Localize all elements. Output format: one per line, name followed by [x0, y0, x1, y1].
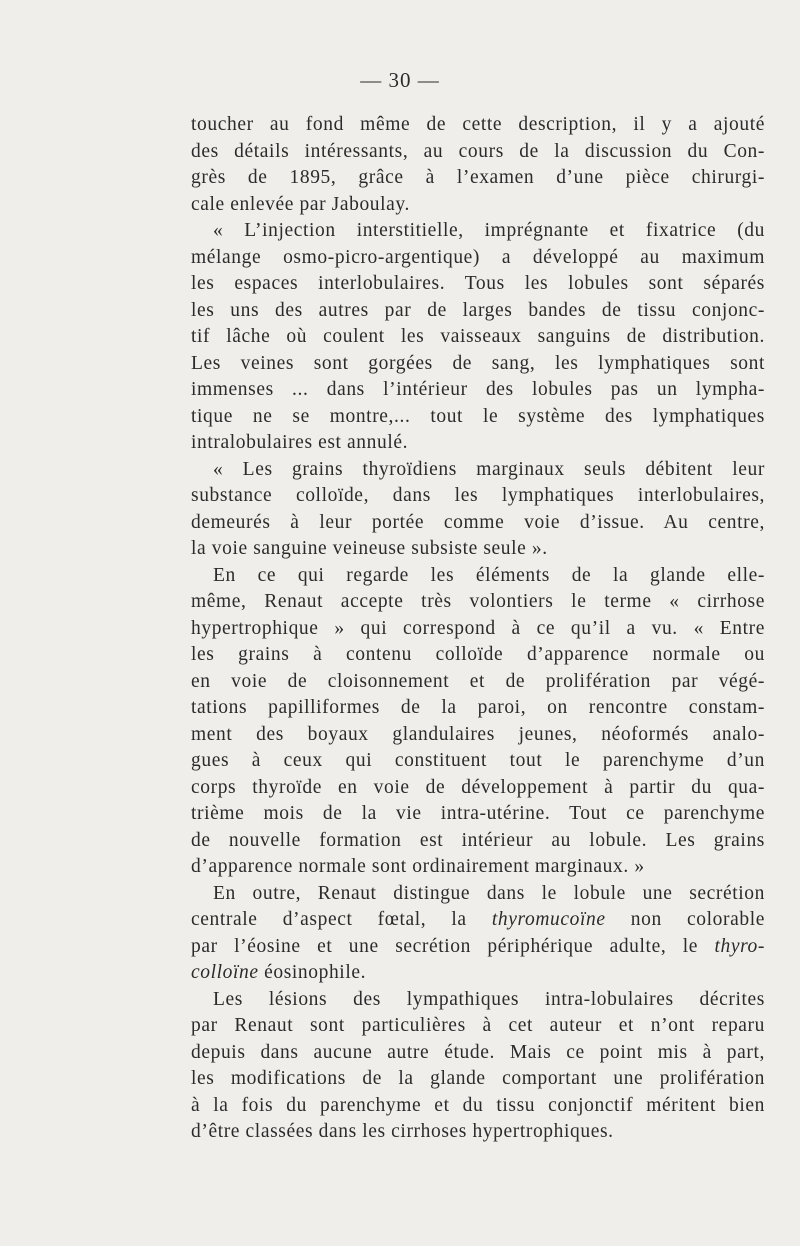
- text-line-content: Les veines sont gorgées de sang, les lymphatiques sont: [191, 352, 765, 374]
- text-line: [191, 775, 765, 802]
- text-line-content: par l’éosine et une secrétion périphérique adulte, le: [191, 935, 715, 957]
- text-line-content: demeurés à leur portée comme voie d’issue. Au centre,: [191, 511, 765, 533]
- text-line-continuation: non colorable: [605, 909, 765, 930]
- text-line: [191, 1013, 765, 1040]
- text-line: [191, 616, 765, 643]
- text-line: [191, 563, 765, 590]
- text-line-content: substance colloïde, dans les lymphatiques interlobulaires,: [191, 485, 765, 506]
- text-line: [191, 377, 765, 404]
- text-line-content: tique ne se montre,... tout le système des lymphatiques: [191, 405, 765, 427]
- text-line-content: tif lâche où coulent les vaisseaux sanguins de distribution.: [191, 326, 765, 347]
- text-line: [191, 324, 765, 351]
- text-line: [191, 589, 765, 616]
- text-line: [191, 112, 765, 139]
- text-line: [191, 828, 765, 855]
- text-line: [191, 298, 765, 325]
- text-line-content: les grains à contenu colloïde d’apparence normale ou: [191, 644, 765, 665]
- text-line-content: par Renaut sont particulières à cet auteur et n’ont reparu: [191, 1015, 765, 1036]
- text-line-content: cale enlevée par Jaboulay.: [191, 193, 410, 215]
- text-line: [191, 669, 765, 696]
- text-line: [191, 245, 765, 272]
- text-line: [191, 165, 765, 192]
- text-line-content: d’apparence normale sont ordinairement marginaux. »: [191, 856, 645, 877]
- italic-term: thyro-: [714, 935, 765, 957]
- text-line: [191, 801, 765, 828]
- text-line-content: des détails intéressants, au cours de la discussion du Con-: [191, 140, 765, 162]
- text-line-content: gues à ceux qui constituent tout le parenchyme d’un: [191, 750, 765, 771]
- italic-term: thyromucoïne: [491, 909, 606, 930]
- text-line-content: la voie sanguine veineuse subsiste seule ».: [191, 538, 548, 559]
- text-line: [191, 642, 765, 669]
- text-line-content: mélange osmo-picro-argentique) a développé au maximum: [191, 246, 765, 268]
- italic-term: colloïne: [191, 962, 259, 983]
- text-line-content: même, Renaut accepte très volontiers le terme « cirrhose: [191, 591, 765, 612]
- text-line-content: immenses ... dans l’intérieur des lobules pas un lympha-: [191, 379, 765, 400]
- text-line-content: de nouvelle formation est intérieur au lobule. Les grains: [191, 829, 765, 851]
- text-line-content: intralobulaires est annulé.: [191, 432, 409, 453]
- text-line: [191, 1040, 765, 1067]
- text-line: [191, 1119, 765, 1146]
- text-line: [191, 271, 765, 298]
- text-line: [191, 722, 765, 749]
- text-line: [191, 404, 765, 431]
- text-line-content: En outre, Renaut distingue dans le lobule une secrétion: [213, 882, 765, 904]
- text-line-content: grès de 1895, grâce à l’examen d’une pièce chirurgi-: [191, 167, 765, 188]
- text-line-content: d’être classées dans les cirrhoses hypertrophiques.: [191, 1121, 614, 1142]
- text-line: [191, 1066, 765, 1093]
- text-line-content: corps thyroïde en voie de développement à partir du qua-: [191, 776, 765, 798]
- text-line: [191, 695, 765, 722]
- text-line-content: hypertrophique » qui correspond à ce qu’il a vu. « Entre: [191, 617, 765, 639]
- text-line: [191, 960, 765, 987]
- text-line-content: les espaces interlobulaires. Tous les lobules sont séparés: [191, 273, 765, 294]
- text-line-content: « L’injection interstitielle, imprégnante et fixatrice (du: [213, 220, 765, 241]
- text-line-content: Les lésions des lympathiques intra-lobulaires décrites: [213, 988, 765, 1010]
- text-line: [191, 987, 765, 1014]
- text-line-content: tations papilliformes de la paroi, on rencontre constam-: [191, 697, 765, 718]
- text-line: [191, 139, 765, 166]
- text-line-content: En ce qui regarde les éléments de la glande elle-: [213, 564, 765, 586]
- text-line: [191, 748, 765, 775]
- text-line-content: centrale d’aspect fœtal, la: [191, 909, 492, 930]
- text-line: [191, 192, 765, 219]
- text-line: [191, 881, 765, 908]
- text-line: [191, 934, 765, 961]
- text-line-content: « Les grains thyroïdiens marginaux seuls débitent leur: [213, 458, 765, 480]
- page-number: — 30 —: [360, 68, 440, 92]
- text-line-content: ment des boyaux glandulaires jeunes, néoformés analo-: [191, 723, 765, 745]
- text-line-content: à la fois du parenchyme et du tissu conjonctif méritent bien: [191, 1094, 765, 1116]
- text-line-content: les modifications de la glande comportant une prolifération: [191, 1068, 765, 1089]
- text-line: [191, 854, 765, 881]
- text-line: [191, 218, 765, 245]
- text-line-content: toucher au fond même de cette description, il y a ajouté: [191, 114, 765, 135]
- text-line: [191, 351, 765, 378]
- text-line: [191, 1093, 765, 1120]
- text-line-content: trième mois de la vie intra-utérine. Tout ce parenchyme: [191, 803, 765, 824]
- text-line-continuation: éosinophile.: [258, 962, 367, 983]
- text-line: [191, 457, 765, 484]
- text-line-content: en voie de cloisonnement et de prolifération par végé-: [191, 670, 765, 692]
- text-line: [191, 510, 765, 537]
- text-line-content: les uns des autres par de larges bandes de tissu conjonc-: [191, 299, 765, 321]
- text-line: [191, 536, 765, 563]
- text-line: [191, 907, 765, 934]
- text-line-content: depuis dans aucune autre étude. Mais ce point mis à part,: [191, 1041, 765, 1063]
- text-line: [191, 483, 765, 510]
- body-text: [191, 112, 765, 1146]
- text-line: [191, 430, 765, 457]
